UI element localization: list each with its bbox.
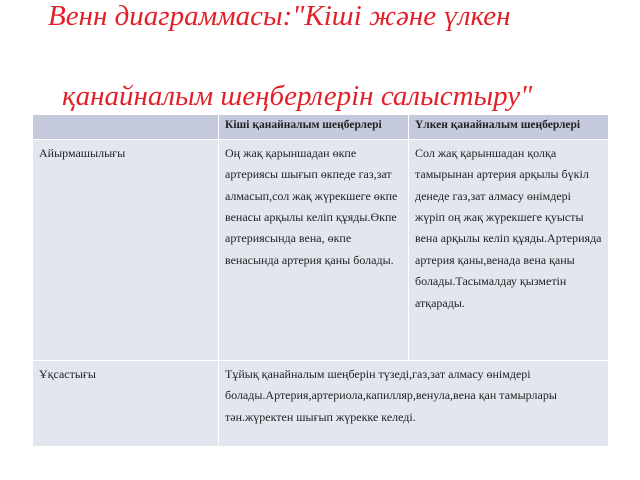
header-large-circle: Үлкен қанайналым шеңберлері [409,115,609,140]
differences-large-circle: Сол жақ қарыншадан қолқа тамырынан артерия арқылы бүкіл денеде газ,зат алмасу өнімдері жүріп оң жақ жүрекшеге қуысты вена арқылы келіп құяды.Артерияда артерия қаны,венада вена қаны болады.Тасымалдау қызметін атқарады. [409,140,609,361]
differences-row [33,140,609,361]
table-header-row [33,115,609,140]
similarities-row [33,361,609,447]
similarities-text: Тұйық қанайналым шеңберін түзеді,газ,зат алмасу өнімдері болады.Артерия,артериола,капилляр,венула,вена қан тамырлары тән.жүректен шығып жүрекке келеді. [219,361,609,447]
similarities-label: Ұқсастығы [33,361,219,447]
slide-title-line-1: Венн диаграммасы:"Кіші және үлкен [48,0,511,32]
header-small-circle: Кіші қанайналым шеңберлері [219,115,409,140]
differences-label: Айырмашылығы [33,140,219,361]
comparison-table [32,114,609,447]
differences-small-circle: Оң жақ қарыншадан өкпе артериясы шығып өкпеде газ,зат алмасып,сол жақ жүрекшеге өкпе венасы арқылы келіп құяды.Өкпе артериясында вена, өкпе венасында артерия қаны болады. [219,140,409,361]
header-empty-cell [33,115,219,140]
slide-title-line-2: қанайналым шеңберлерін салыстыру" [62,80,533,112]
